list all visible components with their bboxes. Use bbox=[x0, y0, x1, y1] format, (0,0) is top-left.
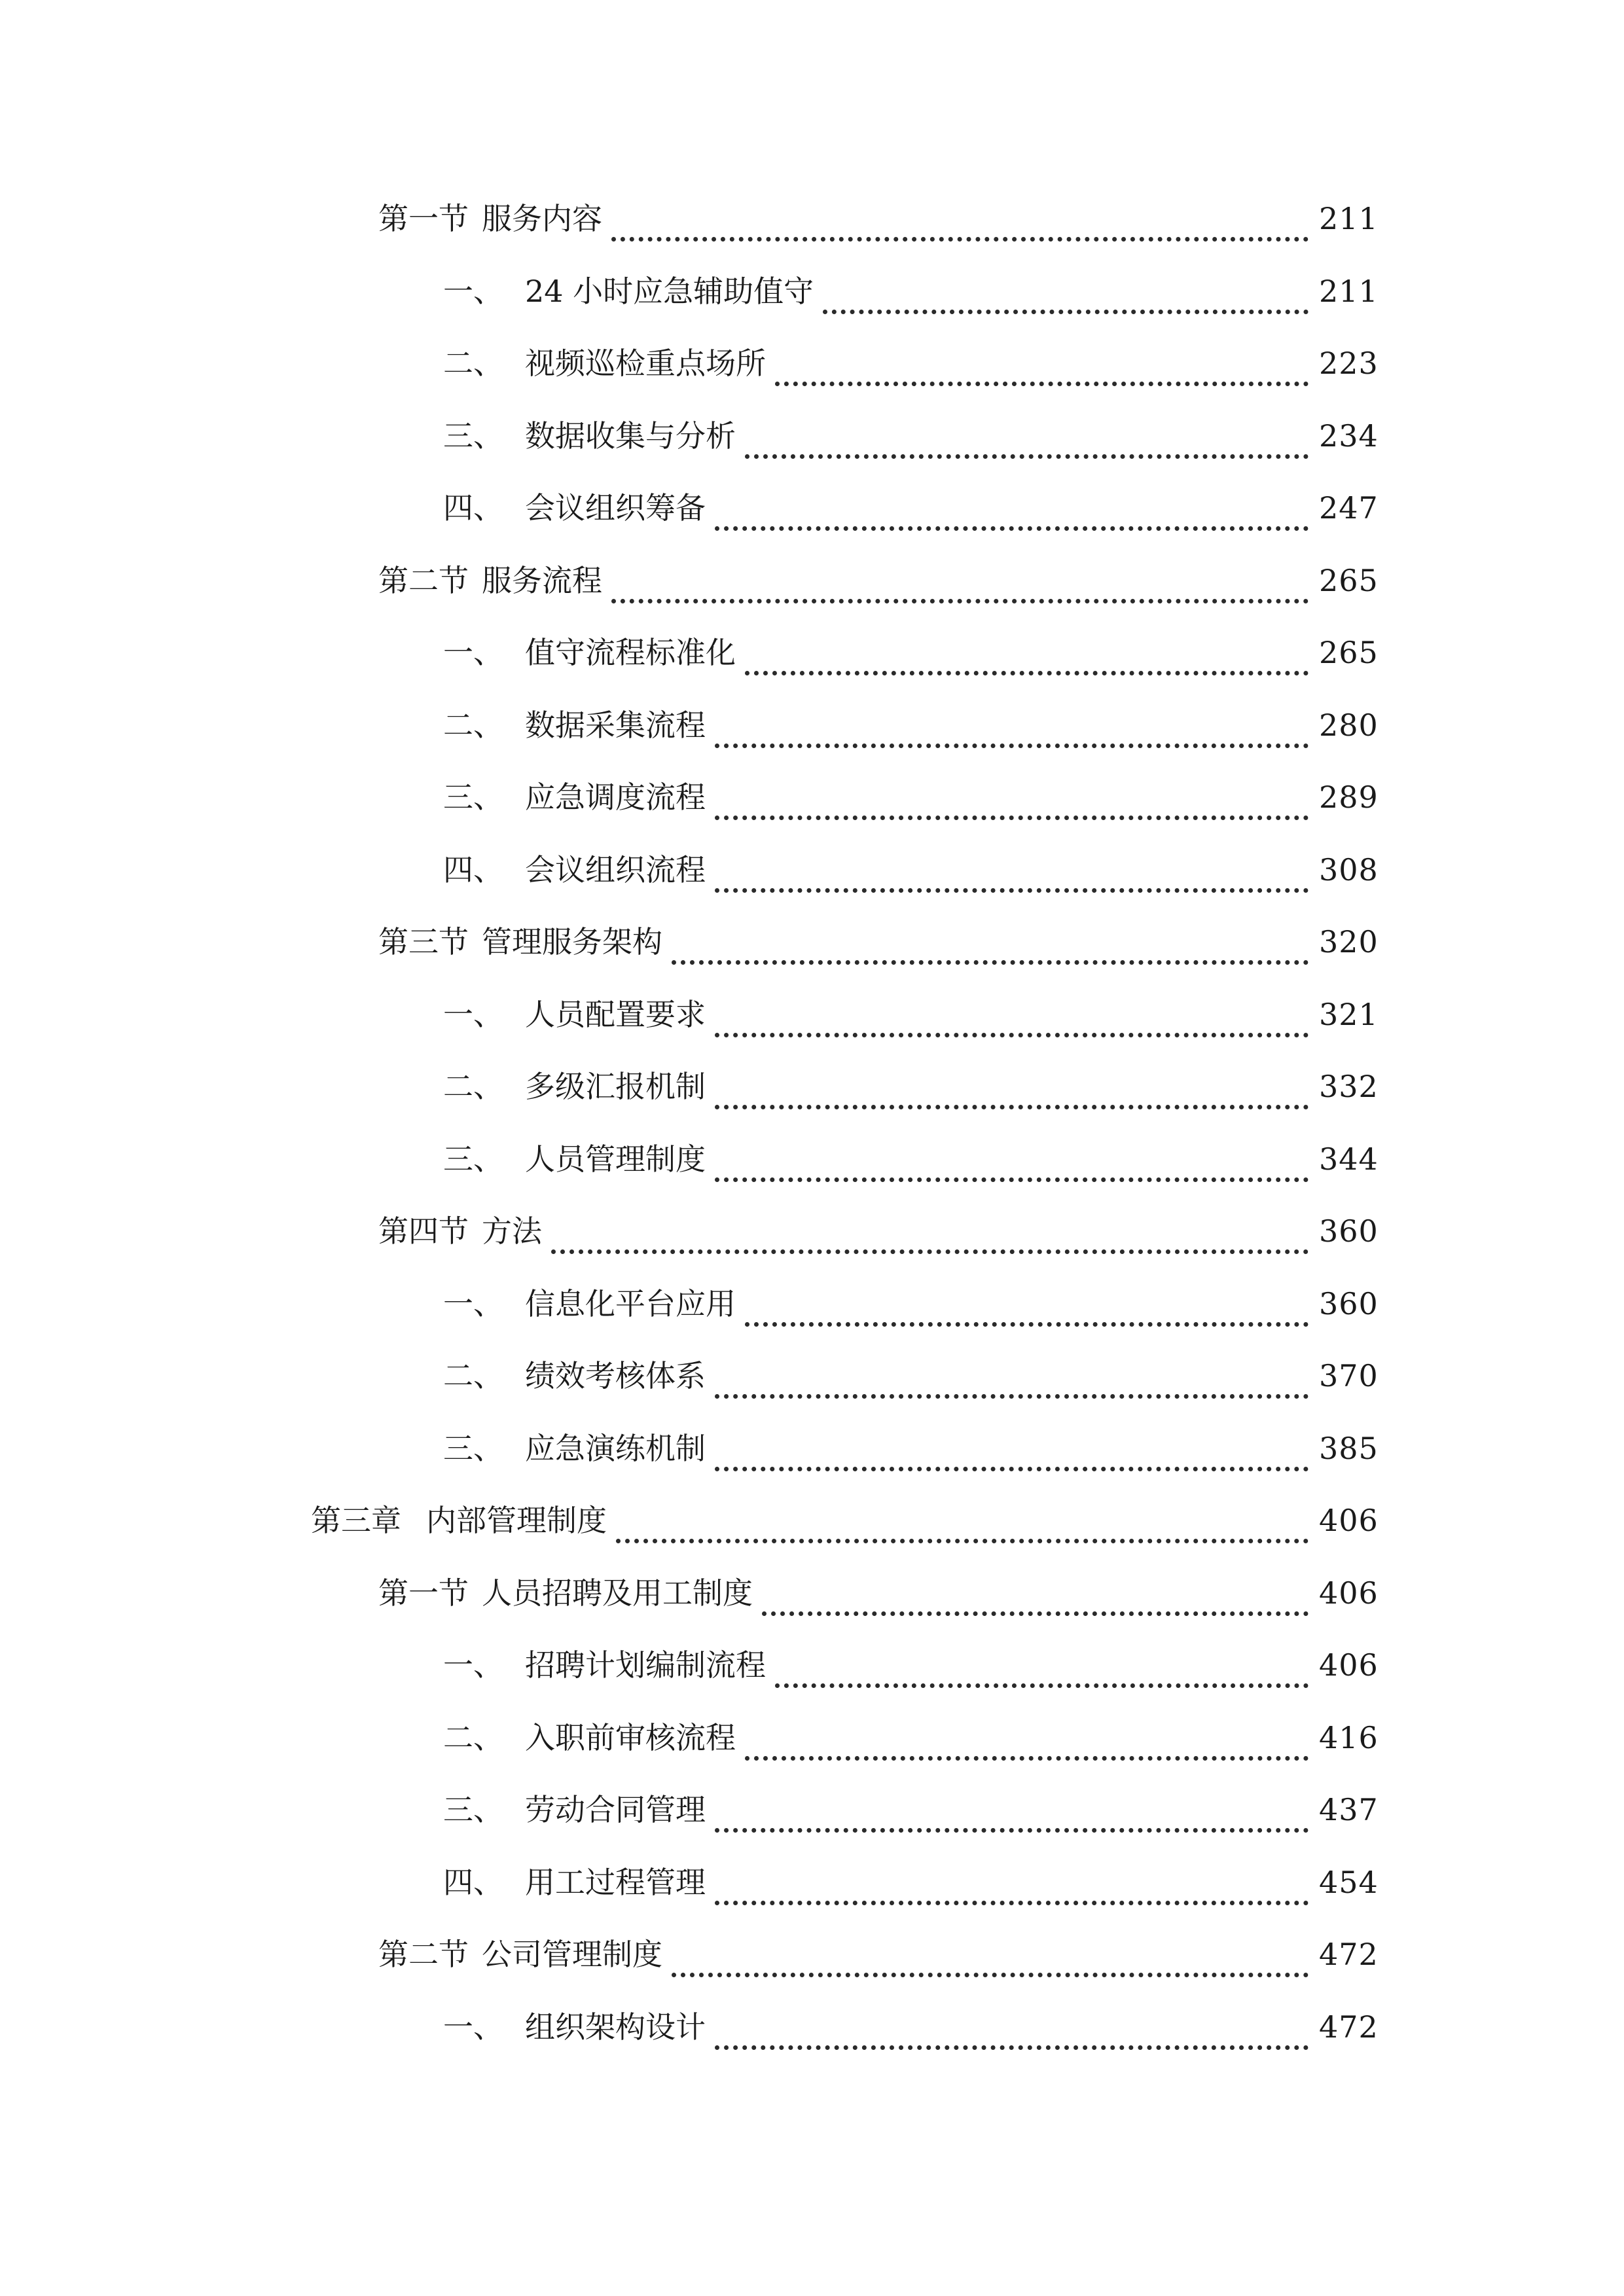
toc-entry-heading bbox=[443, 994, 706, 1035]
toc-dot-leader bbox=[715, 776, 1308, 820]
toc-dot-leader bbox=[715, 994, 1308, 1037]
toc-entry-title: 内部管理制度 bbox=[426, 1503, 607, 1538]
toc-entry[interactable] bbox=[0, 704, 1624, 777]
toc-entry[interactable] bbox=[0, 1210, 1624, 1283]
toc-page-number: 234 bbox=[1319, 418, 1379, 454]
toc-entry[interactable] bbox=[0, 1789, 1624, 1861]
toc-dot-leader bbox=[762, 1572, 1308, 1616]
toc-entry-heading bbox=[443, 1789, 706, 1831]
toc-entry[interactable] bbox=[0, 487, 1624, 560]
toc-dot-leader bbox=[616, 1499, 1308, 1543]
toc-entry-heading bbox=[443, 1427, 706, 1469]
toc-entry-heading bbox=[443, 1283, 736, 1325]
toc-page-number: 280 bbox=[1319, 707, 1379, 743]
toc-dot-leader bbox=[672, 921, 1308, 965]
toc-page-number: 416 bbox=[1319, 1719, 1379, 1755]
toc-entry-title: 值守流程标准化 bbox=[525, 635, 736, 670]
toc-entry-title: 信息化平台应用 bbox=[525, 1285, 736, 1321]
toc-page-number: 406 bbox=[1319, 1647, 1379, 1683]
toc-entry-number: 一、 bbox=[443, 635, 503, 670]
toc-page-number: 472 bbox=[1319, 1937, 1379, 1972]
toc-dot-leader bbox=[715, 1861, 1308, 1905]
toc-entry-title: 用工过程管理 bbox=[525, 1864, 706, 1900]
toc-dot-leader bbox=[611, 560, 1308, 603]
toc-dot-leader bbox=[715, 2006, 1308, 2050]
toc-entry[interactable] bbox=[0, 2006, 1624, 2079]
toc-entry-number: 三、 bbox=[443, 1430, 503, 1466]
toc-dot-leader bbox=[715, 704, 1308, 748]
toc-entry[interactable] bbox=[0, 1138, 1624, 1211]
toc-dot-leader bbox=[672, 1933, 1308, 1977]
toc-page-number: 437 bbox=[1319, 1792, 1379, 1827]
toc-entry[interactable] bbox=[0, 342, 1624, 415]
toc-entry[interactable] bbox=[0, 1933, 1624, 2006]
toc-entry-heading bbox=[378, 1933, 662, 1975]
toc-page-number: 332 bbox=[1319, 1069, 1379, 1104]
toc-entry-title: 会议组织筹备 bbox=[525, 490, 706, 526]
toc-entry-title: 组织架构设计 bbox=[525, 2009, 706, 2045]
toc-page-number: 320 bbox=[1319, 924, 1379, 960]
toc-dot-leader bbox=[715, 1355, 1308, 1399]
toc-entry[interactable] bbox=[0, 849, 1624, 922]
toc-page-number: 344 bbox=[1319, 1141, 1379, 1177]
toc-entry-heading bbox=[378, 560, 602, 601]
toc-entry[interactable] bbox=[0, 776, 1624, 849]
toc-entry-title: 人员招聘及用工制度 bbox=[482, 1575, 753, 1611]
toc-entry[interactable] bbox=[0, 921, 1624, 994]
toc-page-number: 265 bbox=[1319, 562, 1379, 598]
toc-entry-heading bbox=[443, 704, 706, 746]
toc-page-number: 211 bbox=[1319, 273, 1379, 309]
toc-page-number: 406 bbox=[1319, 1575, 1379, 1611]
toc-entry-heading bbox=[443, 1138, 706, 1180]
toc-page-number: 289 bbox=[1319, 780, 1379, 815]
toc-entry-heading bbox=[443, 1066, 706, 1107]
toc-dot-leader bbox=[715, 1789, 1308, 1833]
toc-entry[interactable] bbox=[0, 1499, 1624, 1572]
toc-entry-heading bbox=[443, 776, 706, 818]
toc-entry[interactable] bbox=[0, 1572, 1624, 1645]
toc-page-number: 265 bbox=[1319, 635, 1379, 670]
toc-entry-title: 服务内容 bbox=[482, 201, 602, 236]
toc-entry-number: 二、 bbox=[443, 707, 503, 743]
toc-entry-heading bbox=[443, 849, 706, 891]
toc-dot-leader bbox=[745, 1717, 1308, 1761]
toc-entry-title: 管理服务架构 bbox=[482, 924, 662, 960]
toc-entry-number: 第二节 bbox=[378, 562, 469, 598]
toc-entry-title: 24 小时应急辅助值守 bbox=[525, 273, 814, 309]
toc-dot-leader bbox=[745, 632, 1308, 675]
toc-entry-number: 一、 bbox=[443, 996, 503, 1032]
toc-dot-leader bbox=[745, 1283, 1308, 1327]
toc-page-number: 308 bbox=[1319, 852, 1379, 888]
toc-entry-number: 二、 bbox=[443, 1069, 503, 1104]
toc-entry-title: 多级汇报机制 bbox=[525, 1069, 706, 1104]
toc-dot-leader bbox=[715, 487, 1308, 531]
toc-entry[interactable] bbox=[0, 415, 1624, 488]
toc-entry-heading bbox=[378, 1572, 753, 1614]
toc-entry[interactable] bbox=[0, 1283, 1624, 1355]
toc-entry[interactable] bbox=[0, 1861, 1624, 1934]
toc-entry[interactable] bbox=[0, 1427, 1624, 1500]
toc-page-number: 454 bbox=[1319, 1864, 1379, 1900]
toc-entry-title: 招聘计划编制流程 bbox=[525, 1647, 766, 1683]
toc-page-number: 385 bbox=[1319, 1430, 1379, 1466]
toc-dot-leader bbox=[775, 1644, 1308, 1688]
toc-entry-heading bbox=[378, 921, 662, 963]
table-of-contents bbox=[0, 198, 1624, 2078]
toc-entry-heading bbox=[443, 342, 766, 384]
toc-entry-heading bbox=[443, 2006, 706, 2048]
toc-entry-title: 视频巡检重点场所 bbox=[525, 346, 766, 381]
toc-entry-title: 人员配置要求 bbox=[525, 996, 706, 1032]
toc-entry-heading bbox=[443, 1355, 706, 1397]
toc-page-number: 360 bbox=[1319, 1285, 1379, 1321]
toc-page-number: 211 bbox=[1319, 201, 1379, 236]
toc-dot-leader bbox=[823, 270, 1308, 314]
toc-entry[interactable] bbox=[0, 560, 1624, 632]
toc-entry-number: 四、 bbox=[443, 852, 503, 888]
toc-entry-heading bbox=[311, 1499, 607, 1541]
toc-entry-heading bbox=[378, 1210, 542, 1252]
toc-entry-heading bbox=[378, 198, 602, 240]
toc-entry-title: 应急调度流程 bbox=[525, 780, 706, 815]
toc-entry-number: 三、 bbox=[443, 1141, 503, 1177]
toc-entry[interactable] bbox=[0, 270, 1624, 343]
toc-entry-number: 四、 bbox=[443, 1864, 503, 1900]
toc-entry-number: 一、 bbox=[443, 273, 503, 309]
toc-entry-number: 第四节 bbox=[378, 1213, 469, 1249]
toc-page-number: 247 bbox=[1319, 490, 1379, 526]
toc-entry-number: 三、 bbox=[443, 418, 503, 454]
toc-entry-number: 二、 bbox=[443, 1719, 503, 1755]
toc-entry-number: 第一节 bbox=[378, 201, 469, 236]
toc-entry-title: 方法 bbox=[482, 1213, 542, 1249]
toc-entry-number: 二、 bbox=[443, 1358, 503, 1393]
toc-dot-leader bbox=[611, 198, 1308, 242]
toc-entry-number: 一、 bbox=[443, 2009, 503, 2045]
toc-entry-heading bbox=[443, 487, 706, 529]
toc-entry-title: 入职前审核流程 bbox=[525, 1719, 736, 1755]
toc-entry-title: 数据采集流程 bbox=[525, 707, 706, 743]
toc-entry-heading bbox=[443, 1861, 706, 1903]
toc-dot-leader bbox=[715, 1138, 1308, 1182]
toc-entry[interactable] bbox=[0, 1066, 1624, 1138]
toc-entry[interactable] bbox=[0, 1355, 1624, 1427]
toc-page-number: 472 bbox=[1319, 2009, 1379, 2045]
toc-entry-title: 人员管理制度 bbox=[525, 1141, 706, 1177]
toc-entry-number: 三、 bbox=[443, 780, 503, 815]
toc-entry-number: 二、 bbox=[443, 346, 503, 381]
toc-entry-number: 四、 bbox=[443, 490, 503, 526]
toc-entry-number: 第三章 bbox=[311, 1503, 401, 1538]
toc-entry-number: 一、 bbox=[443, 1647, 503, 1683]
toc-page-number: 360 bbox=[1319, 1213, 1379, 1249]
toc-page-number: 406 bbox=[1319, 1503, 1379, 1538]
toc-entry-title: 会议组织流程 bbox=[525, 852, 706, 888]
toc-entry-heading bbox=[443, 1717, 736, 1759]
toc-dot-leader bbox=[715, 849, 1308, 893]
toc-entry-title: 劳动合同管理 bbox=[525, 1792, 706, 1827]
toc-entry-heading bbox=[443, 1644, 766, 1686]
toc-entry[interactable] bbox=[0, 994, 1624, 1066]
toc-page-number: 321 bbox=[1319, 996, 1379, 1032]
toc-entry-title: 数据收集与分析 bbox=[525, 418, 736, 454]
toc-entry-heading bbox=[443, 415, 736, 457]
toc-entry-number: 第三节 bbox=[378, 924, 469, 960]
toc-entry-number: 三、 bbox=[443, 1792, 503, 1827]
toc-entry-heading bbox=[443, 270, 814, 312]
toc-dot-leader bbox=[775, 342, 1308, 386]
toc-entry-title: 应急演练机制 bbox=[525, 1430, 706, 1466]
toc-entry[interactable] bbox=[0, 632, 1624, 704]
toc-entry[interactable] bbox=[0, 198, 1624, 270]
toc-entry-title: 服务流程 bbox=[482, 562, 602, 598]
toc-entry-title: 公司管理制度 bbox=[482, 1937, 662, 1972]
toc-page-number: 223 bbox=[1319, 346, 1379, 381]
toc-entry-title: 绩效考核体系 bbox=[525, 1358, 706, 1393]
toc-entry-number: 一、 bbox=[443, 1285, 503, 1321]
toc-entry[interactable] bbox=[0, 1644, 1624, 1717]
toc-page-number: 370 bbox=[1319, 1358, 1379, 1393]
toc-entry[interactable] bbox=[0, 1717, 1624, 1789]
toc-dot-leader bbox=[715, 1066, 1308, 1109]
toc-entry-number: 第二节 bbox=[378, 1937, 469, 1972]
toc-dot-leader bbox=[551, 1210, 1308, 1254]
toc-entry-heading bbox=[443, 632, 736, 673]
toc-dot-leader bbox=[745, 415, 1308, 459]
toc-entry-number: 第一节 bbox=[378, 1575, 469, 1611]
toc-dot-leader bbox=[715, 1427, 1308, 1471]
